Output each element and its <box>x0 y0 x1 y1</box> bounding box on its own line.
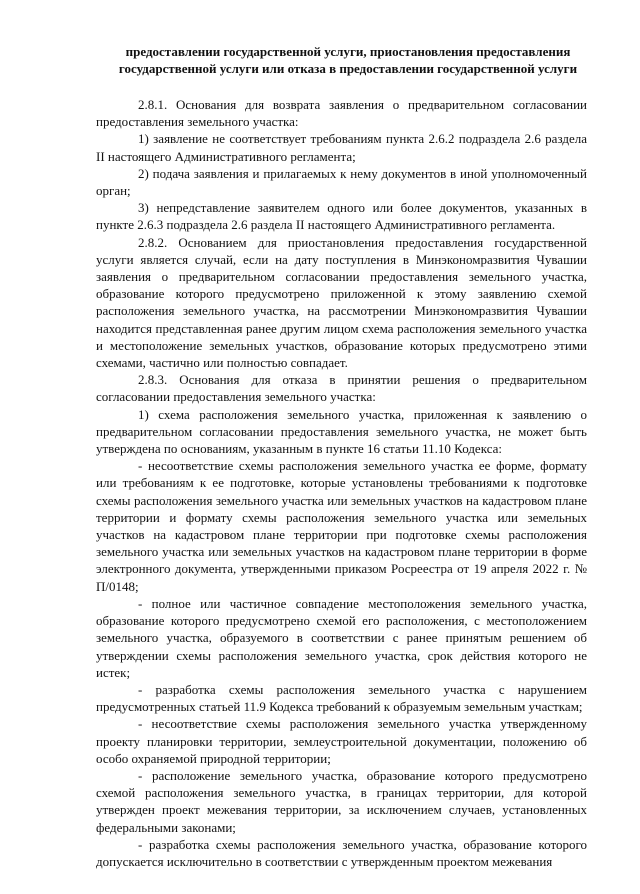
paragraph-2-8-3: 2.8.3. Основания для отказа в принятии решения о предварительном согласовании предоставления земельного участка: <box>96 372 587 405</box>
paragraph-2-8-2: 2.8.2. Основанием для приостановления предоставления государственной услуги является случай, если на дату поступления в Минэкономразвития Чувашии заявления о предварительном согласовании предоставления земельного участка, образование которого предусмотрено приложенной к этому заявлению схемой расположения земельного участка, на рассмотрении Минэкономразвития Чувашии находится представленная ранее другим лицом схема расположения земельного участка и местоположение земельных участков, образование которых предусмотрено этими схемами, частично или полностью совпадает. <box>96 234 587 371</box>
list-item-return-1: 1) заявление не соответствует требованиям пункта 2.6.2 подраздела 2.6 раздела II настоящего Административного регламента; <box>96 131 587 164</box>
dash-item-format: - несоответствие схемы расположения земельного участка ее форме, формату или требованиям к ее подготовке, которые установлены требованиями к подготовке схемы расположения земельного участка или земельных участков на кадастровом плане территории и формату схемы расположения земельного участка или земельных участков на кадастровом плане территории при подготовке схемы расположения земельного участка или земельных участков на кадастровом плане территории в форме электронного документа, утвержденными приказом Росреестра от 19 апреля 2022 г. № П/0148; <box>96 458 587 594</box>
dash-item-overlap: - полное или частичное совпадение местоположения земельного участка, образование которого предусмотрено схемой его расположения, с местоположением земельного участка, образуемого в соответствии с ранее принятым решением об утверждении схемы расположения земельного участка, срок действия которого не истек; <box>96 595 587 680</box>
dash-item-boundaries: - расположение земельного участка, образование которого предусмотрено схемой расположения земельного участка, в границах территории, для которой утвержден проект межевания территории, за исключением случаев, установленных федеральными законами; <box>96 767 587 835</box>
dash-item-planning: - несоответствие схемы расположения земельного участка утвержденному проекту планировки территории, землеустроительной документации, положению об особо охраняемой природной территории; <box>96 716 587 766</box>
dash-item-survey-project: - разработка схемы расположения земельного участка, образование которого допускается исключительно в соответствии с утвержденным проектом межевания <box>96 836 587 869</box>
list-item-refusal-1: 1) схема расположения земельного участка, приложенная к заявлению о предварительном согласовании предоставления земельного участка, не может быть утверждена по основаниям, указанным в пункте 16 статьи 11.10 Кодекса: <box>96 406 587 457</box>
document-body <box>96 96 587 870</box>
paragraph-2-8-1: 2.8.1. Основания для возврата заявления о предварительном согласовании предоставления земельного участка: <box>96 97 587 130</box>
dash-item-violation: - разработка схемы расположения земельного участка с нарушением предусмотренных статьей 11.9 Кодекса требований к образуемым земельным участкам; <box>96 681 587 715</box>
list-item-return-2: 2) подача заявления и прилагаемых к нему документов в иной уполномоченный орган; <box>96 165 587 199</box>
section-heading: предоставлении государственной услуги, приостановления предоставления государственной услуги или отказа в предоставлении государственной услуги <box>118 44 578 76</box>
list-item-return-3: 3) непредставление заявителем одного или более документов, указанных в пункте 2.6.3 подраздела 2.6 раздела II настоящего Административного регламента. <box>96 200 587 233</box>
